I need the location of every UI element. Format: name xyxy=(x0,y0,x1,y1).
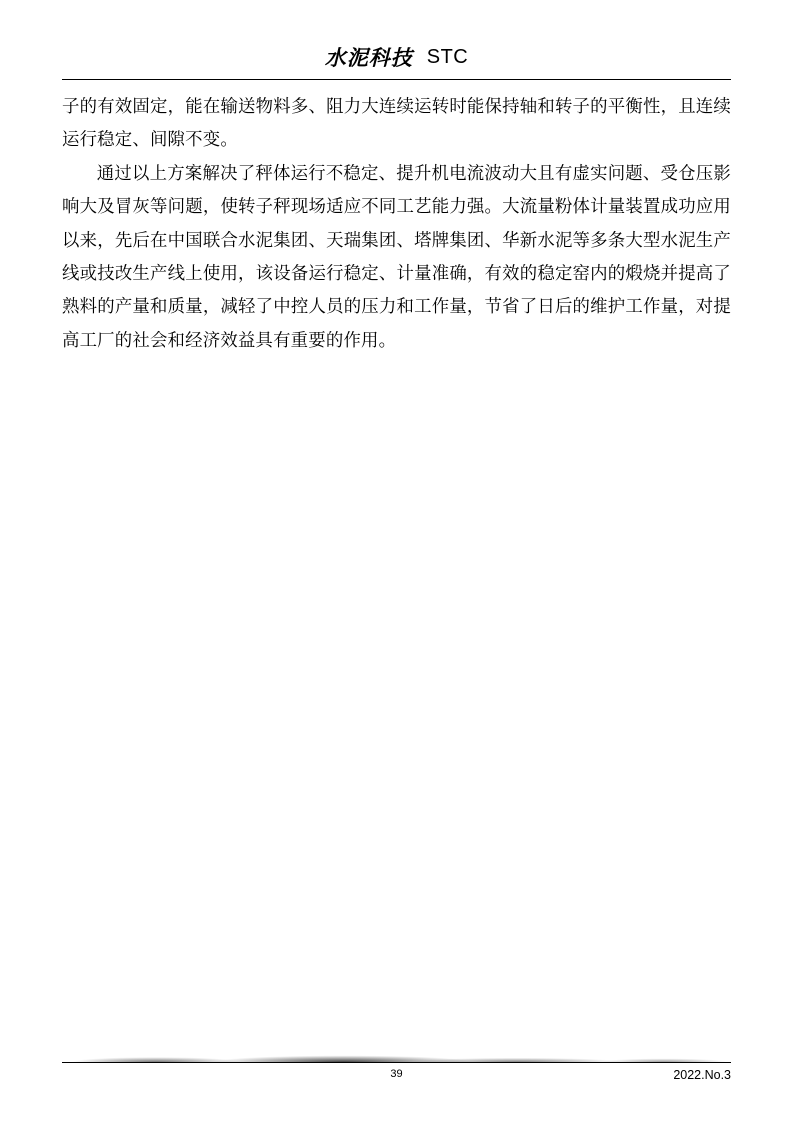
page-header xyxy=(62,42,731,72)
footer-smudge-artifact xyxy=(62,1048,731,1062)
journal-abbreviation: STC xyxy=(426,45,469,68)
page-number: 39 xyxy=(390,1068,403,1080)
issue-label: 2022.No.3 xyxy=(673,1068,731,1082)
body-content xyxy=(62,90,731,357)
paragraph-continued: 子的有效固定，能在输送物料多、阻力大连续运转时能保持轴和转子的平衡性，且连续运行稳定、间隙不变。 xyxy=(62,96,731,150)
header-divider xyxy=(62,79,731,80)
journal-title: 水泥科技 xyxy=(324,46,413,70)
footer-divider xyxy=(62,1062,731,1063)
paragraph-conclusion: 通过以上方案解决了秤体运行不稳定、提升机电流波动大且有虚实问题、受仓压影响大及冒灰等问题，使转子秤现场适应不同工艺能力强。大流量粉体计量装置成功应用以来，先后在中国联合水泥集团、天瑞集团、塔牌集团、华新水泥等多条大型水泥生产线或技改生产线上使用，该设备运行稳定、计量准确，有效的稳定窑内的煅烧并提高了熟料的产量和质量，减轻了中控人员的压力和工作量，节省了日后的维护工作量，对提高工厂的社会和经济效益具有重要的作用。 xyxy=(62,162,731,350)
page-footer xyxy=(62,1068,731,1088)
